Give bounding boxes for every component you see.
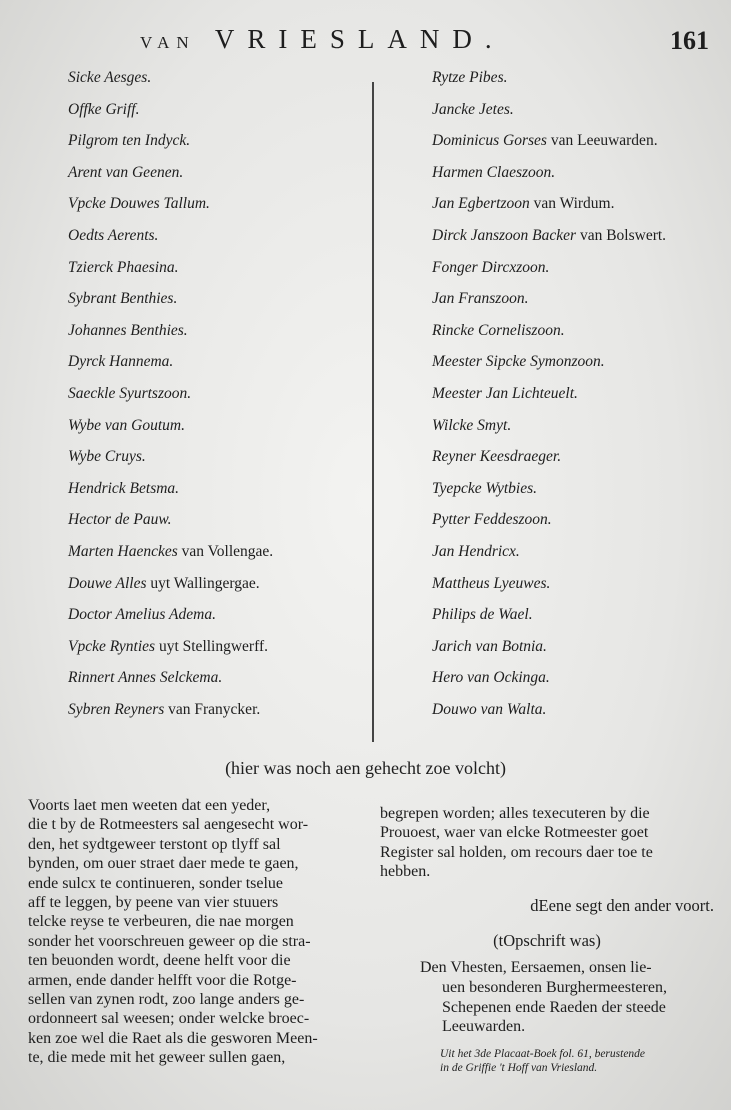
text-line: hebben. <box>380 863 431 881</box>
signatory-name: Dyrck Hannema. <box>68 353 174 371</box>
signatory-name: Jan Hendricx. <box>432 542 520 560</box>
signatory-left-21 <box>68 694 368 726</box>
signatory-place: uyt Stellingwerff. <box>155 637 269 655</box>
signatory-name: Rytze Pibes. <box>432 69 508 86</box>
signatory-name: Pytter Feddeszoon. <box>432 511 552 529</box>
ordinance-text-left <box>28 796 358 1068</box>
signatory-right-3 <box>432 125 727 157</box>
signatory-left-8 <box>68 283 368 315</box>
text-line: Register sal holden, om recours daer toe te <box>380 843 653 861</box>
signatory-name: Hero van Ockinga. <box>432 669 550 687</box>
address-line: Leeuwarden. <box>442 1018 526 1036</box>
signatory-name: Douwe Alles <box>68 574 147 592</box>
signatory-name: Oedts Aerents. <box>68 226 159 244</box>
signatory-name: Arent van Geenen. <box>68 163 184 181</box>
source-note <box>440 1047 714 1075</box>
signatory-name: Wybe Cruys. <box>68 448 146 466</box>
closing-line: dEene segt den ander voort. <box>530 895 714 915</box>
signatories-right-column <box>432 62 727 725</box>
signatory-right-5 <box>432 188 727 220</box>
signatory-name: Vpcke Rynties <box>68 637 156 655</box>
signatory-right-2 <box>432 94 727 126</box>
signatory-name: Mattheus Lyeuwes. <box>432 574 551 592</box>
running-title-prefix: VAN <box>140 33 196 52</box>
text-line: ende sulcx te continueren, sonder tselue <box>28 874 284 892</box>
text-line: begrepen worden; alles texecuteren by die <box>380 805 650 822</box>
signatory-name: Johannes Benthies. <box>68 321 188 339</box>
signatory-right-19 <box>432 631 727 663</box>
address-line: Den Vhesten, Eersaemen, onsen lie- <box>420 959 652 977</box>
signatory-right-20 <box>432 662 727 694</box>
text-line: ten beuonden wordt, deene helft voor die <box>28 952 291 970</box>
source-line: Uit het 3de Placaat-Boek fol. 61, berustende <box>440 1047 646 1060</box>
signatory-left-16 <box>68 536 368 568</box>
text-line: Prouoest, waer van elcke Rotmeester goet <box>380 824 649 842</box>
signatory-name: Hendrick Betsma. <box>68 479 180 497</box>
signatory-right-9 <box>432 315 727 347</box>
text-line: ordonneert sal weesen; onder welcke broec- <box>28 1010 310 1028</box>
signatory-name: Fonger Dircxzoon. <box>432 258 550 276</box>
signatory-name: Rinnert Annes Selckema. <box>68 669 223 687</box>
signatory-left-12 <box>68 410 368 442</box>
signatory-name: Harmen Claeszoon. <box>432 163 556 181</box>
signatory-name: Jan Egbertzoon <box>432 195 530 213</box>
signatory-place: van Leeuwarden. <box>546 132 658 150</box>
ordinance-text-right <box>380 804 714 1075</box>
signatory-place: van Vollengae. <box>177 542 274 560</box>
signatory-left-1 <box>68 62 368 94</box>
signatory-place: uyt Wallingergae. <box>146 574 260 592</box>
signatory-name: Marten Haenckes <box>68 542 178 560</box>
column-divider <box>372 82 374 742</box>
signatory-left-7 <box>68 252 368 284</box>
signatory-place: van Franycker. <box>164 700 261 718</box>
text-line: sonder het voorschreuen geweer op die stra- <box>28 932 311 950</box>
signatory-name: Jan Franszoon. <box>432 290 529 308</box>
signatory-place: van Bolswert. <box>576 226 667 244</box>
signatory-name: Rincke Corneliszoon. <box>432 321 565 339</box>
signatory-name: Hector de Pauw. <box>68 511 172 529</box>
signatory-right-16 <box>432 536 727 568</box>
text-line: sellen van zynen rodt, zoo lange anders ge- <box>28 991 305 1009</box>
signatory-right-10 <box>432 346 727 378</box>
text-line: te, die mede mit het geweer sullen gaen, <box>28 1049 286 1067</box>
signatory-right-7 <box>432 252 727 284</box>
signatory-name: Dominicus Gorses <box>432 132 547 150</box>
signatory-name: Tzierck Phaesina. <box>68 258 179 276</box>
signatory-left-18 <box>68 599 368 631</box>
signatory-left-3 <box>68 125 368 157</box>
signatory-name: Meester Jan Lichteuelt. <box>432 384 578 402</box>
signatory-left-2 <box>68 94 368 126</box>
text-line: telcke reyse te verbeuren, die nae morgen <box>28 913 294 931</box>
signatory-name: Sicke Aesges. <box>68 69 152 86</box>
signatory-name: Reyner Keesdraeger. <box>432 448 562 466</box>
signatory-name: Dirck Janszoon Backer <box>432 226 577 244</box>
text-line: ken zoe wel die Raet als die gesworen Meen- <box>28 1029 318 1047</box>
signatory-name: Wilcke Smyt. <box>432 416 512 434</box>
signatory-right-4 <box>432 157 727 189</box>
signatory-right-11 <box>432 378 727 410</box>
signatory-left-4 <box>68 157 368 189</box>
running-title-main: VRIESLAND. <box>214 24 505 54</box>
text-line: Voorts laet men weeten dat een yeder, <box>28 797 271 814</box>
signatory-right-15 <box>432 504 727 536</box>
signatory-place: van Wirdum. <box>529 195 615 213</box>
signatory-left-11 <box>68 378 368 410</box>
superscription-address <box>420 958 714 1036</box>
signatory-left-9 <box>68 315 368 347</box>
text-line: aff te leggen, by peene van vier stuuers <box>28 894 279 912</box>
signatory-right-1 <box>432 62 727 94</box>
appendix-notice: (hier was noch aen gehecht zoe volcht) <box>225 758 506 778</box>
address-line: uen besonderen Burghermeesteren, <box>442 979 667 997</box>
text-line: den, het sydtgeweer terstont op tlyff sal <box>28 835 281 853</box>
page-number: 161 <box>670 26 709 55</box>
text-line: armen, ende dander helfft voor die Rotge- <box>28 971 297 989</box>
signatory-right-12 <box>432 410 727 442</box>
signatory-name: Pilgrom ten Indyck. <box>68 132 191 150</box>
signatory-left-13 <box>68 441 368 473</box>
signatory-right-6 <box>432 220 727 252</box>
signatory-right-17 <box>432 568 727 600</box>
signatory-name: Sybren Reyners <box>68 700 165 718</box>
source-line: in de Griffie 't Hoff van Vriesland. <box>440 1061 598 1074</box>
signatory-name: Jarich van Botnia. <box>432 637 547 655</box>
signatory-left-19 <box>68 631 368 663</box>
page-header <box>0 20 731 60</box>
signatory-left-10 <box>68 346 368 378</box>
signatories-left-column <box>68 62 368 725</box>
signatory-name: Douwo van Walta. <box>432 700 547 718</box>
signatory-name: Meester Sipcke Symonzoon. <box>432 353 605 371</box>
signatory-name: Tyepcke Wytbies. <box>432 479 538 497</box>
signatory-name: Offke Griff. <box>68 100 140 118</box>
running-title <box>140 24 505 55</box>
signatory-right-8 <box>432 283 727 315</box>
signatory-name: Doctor Amelius Adema. <box>68 606 216 624</box>
signatory-right-18 <box>432 599 727 631</box>
signatory-left-14 <box>68 473 368 505</box>
signatory-right-13 <box>432 441 727 473</box>
signatory-left-20 <box>68 662 368 694</box>
signatory-left-5 <box>68 188 368 220</box>
signatory-name: Philips de Wael. <box>432 606 533 624</box>
signatory-name: Wybe van Goutum. <box>68 416 185 434</box>
signatory-left-17 <box>68 568 368 600</box>
signatory-name: Jancke Jetes. <box>432 100 514 118</box>
signatories-list <box>0 62 731 752</box>
ordinance-text-right-body <box>380 804 714 882</box>
signatory-left-15 <box>68 504 368 536</box>
text-line: die t by de Rotmeesters sal aengesecht wor- <box>28 816 309 834</box>
signatory-name: Saeckle Syurtszoon. <box>68 384 192 402</box>
signatory-name: Sybrant Benthies. <box>68 290 178 308</box>
signatory-name: Vpcke Douwes Tallum. <box>68 195 210 213</box>
signatory-left-6 <box>68 220 368 252</box>
signatory-right-14 <box>432 473 727 505</box>
signatory-right-21 <box>432 694 727 726</box>
superscription-heading: (tOpschrift was) <box>493 931 601 951</box>
address-line: Schepenen ende Raeden der steede <box>442 998 666 1016</box>
text-line: bynden, om ouer straet daer mede te gaen, <box>28 855 299 873</box>
